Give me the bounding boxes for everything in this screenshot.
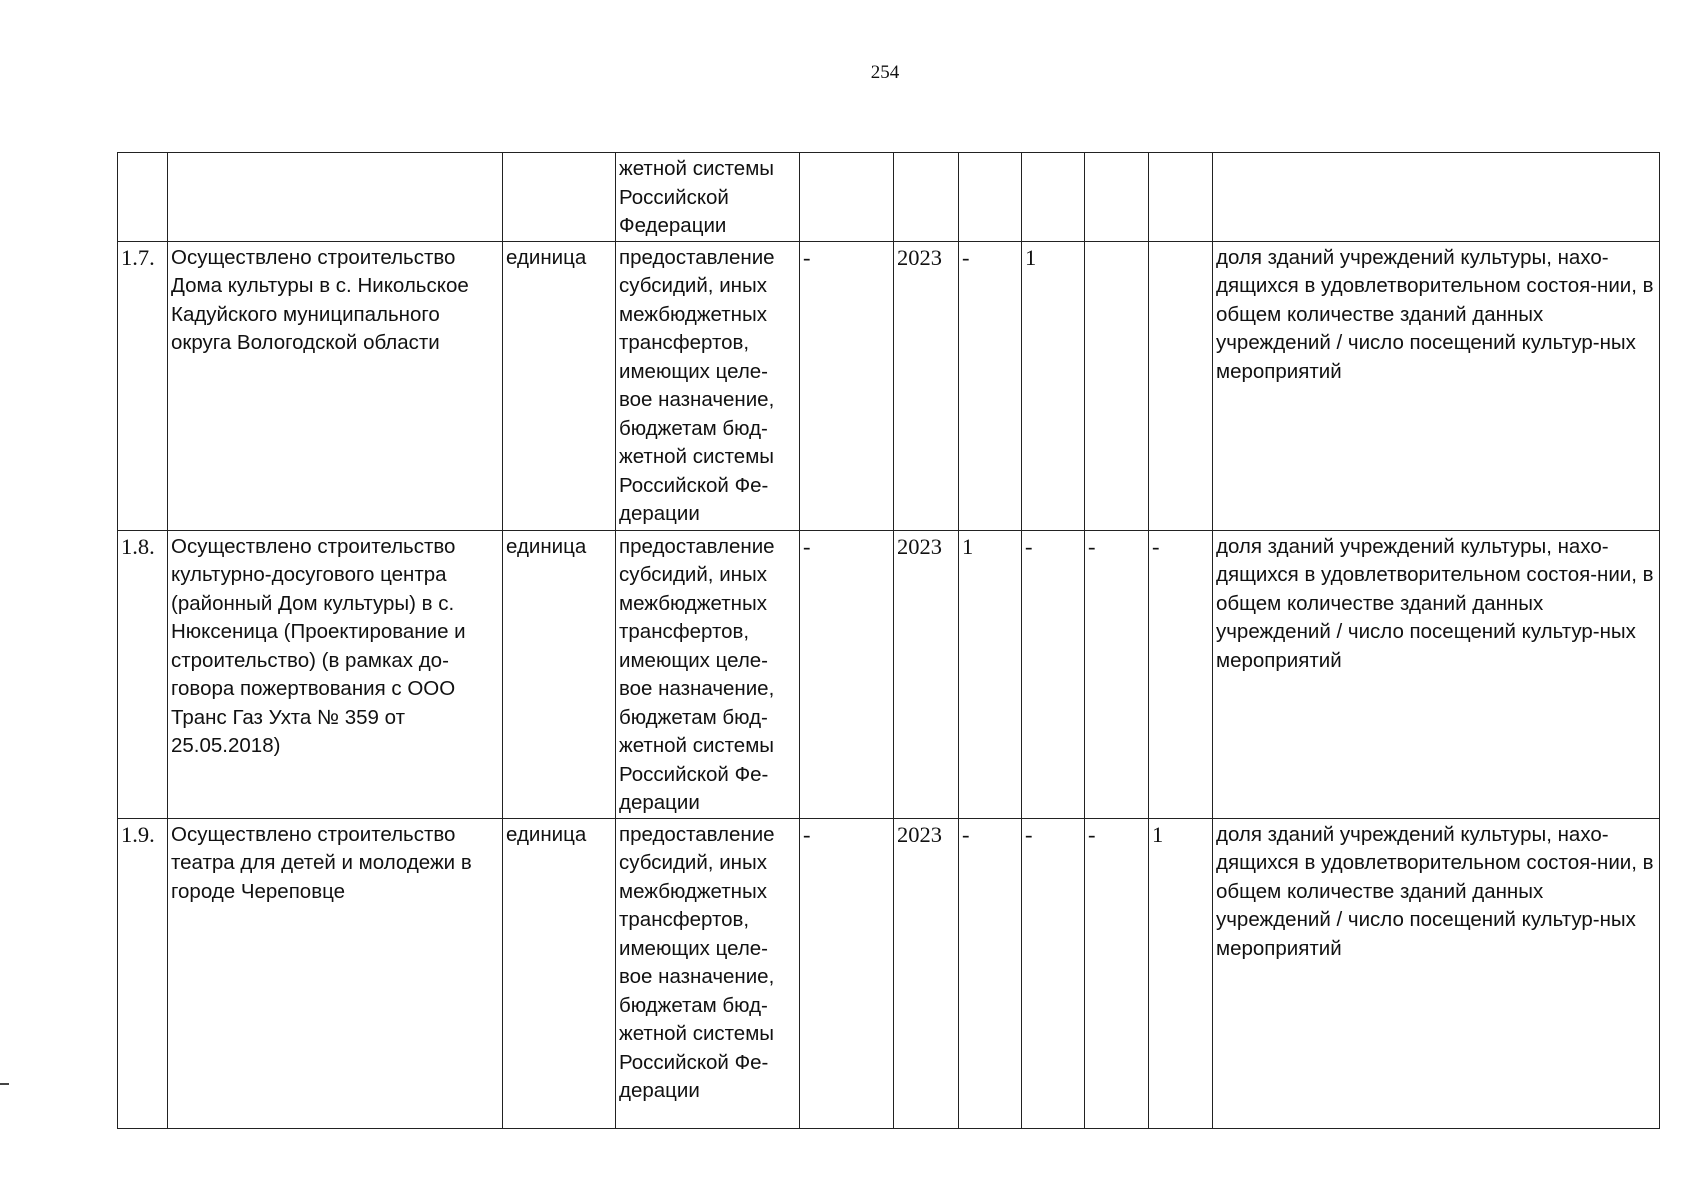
cell-unit (503, 153, 616, 242)
cell-base-value (800, 153, 894, 242)
results-table (117, 152, 1660, 1129)
page-number: 254 (870, 62, 900, 83)
table-row (118, 241, 1660, 530)
cell-year (894, 153, 959, 242)
cell-value-1: 1 (959, 530, 1022, 818)
cell-indicator: доля зданий учреждений культуры, нахо-дящихся в удовлетворительном состоя-нии, в общем количестве зданий данных учреждений / число посещений культур-ных мероприятий (1213, 241, 1660, 530)
cell-value-1 (959, 153, 1022, 242)
cell-result-name (168, 153, 503, 242)
cell-year: 2023 (894, 530, 959, 818)
cell-base-value: - (800, 241, 894, 530)
cell-indicator: доля зданий учреждений культуры, нахо-дящихся в удовлетворительном состоя-нии, в общем количестве зданий данных учреждений / число посещений культур-ных мероприятий (1213, 530, 1660, 818)
cell-mechanism: предоставление субсидий, иных межбюджетных трансфертов, имеющих целе-вое назначение, бюджетам бюд-жетной системы Российской Фе-дерации (616, 241, 800, 530)
cell-mechanism: предоставление субсидий, иных межбюджетных трансфертов, имеющих целе-вое назначение, бюджетам бюд-жетной системы Российской Фе-дерации (616, 530, 800, 818)
cell-value-4 (1149, 241, 1213, 530)
cell-unit: единица (503, 241, 616, 530)
cell-value-3: - (1085, 818, 1149, 1128)
cell-indicator (1213, 153, 1660, 242)
cell-number: 1.8. (118, 530, 168, 818)
cell-base-value: - (800, 530, 894, 818)
cell-value-2 (1022, 153, 1085, 242)
cell-mechanism: жетной системы Российской Федерации (616, 153, 800, 242)
cell-result-name: Осуществлено строительство культурно-досугового центра (районный Дом культуры) в с. Нюксеница (Проектирование и строительство) (в рамках до-говора пожертвования с ООО Транс Газ Ухта № 359 от 25.05.2018) (168, 530, 503, 818)
cell-year: 2023 (894, 241, 959, 530)
cell-number (118, 153, 168, 242)
cell-value-1: - (959, 818, 1022, 1128)
cell-value-2: 1 (1022, 241, 1085, 530)
cell-value-2: - (1022, 530, 1085, 818)
cell-unit: единица (503, 818, 616, 1128)
table-row-continuation (118, 153, 1660, 242)
scan-margin-mark (0, 1083, 9, 1085)
cell-result-name: Осуществлено строительство театра для детей и молодежи в городе Череповце (168, 818, 503, 1128)
table-row (118, 818, 1660, 1128)
cell-indicator: доля зданий учреждений культуры, нахо-дящихся в удовлетворительном состоя-нии, в общем количестве зданий данных учреждений / число посещений культур-ных мероприятий (1213, 818, 1660, 1128)
cell-value-1: - (959, 241, 1022, 530)
table-row (118, 530, 1660, 818)
cell-year: 2023 (894, 818, 959, 1128)
cell-result-name: Осуществлено строительство Дома культуры в с. Никольское Кадуйского муниципального округа Вологодской области (168, 241, 503, 530)
cell-value-3 (1085, 153, 1149, 242)
cell-base-value: - (800, 818, 894, 1128)
cell-number: 1.7. (118, 241, 168, 530)
cell-value-4: 1 (1149, 818, 1213, 1128)
cell-number: 1.9. (118, 818, 168, 1128)
cell-value-4 (1149, 153, 1213, 242)
cell-value-4: - (1149, 530, 1213, 818)
cell-mechanism: предоставление субсидий, иных межбюджетных трансфертов, имеющих целе-вое назначение, бюджетам бюд-жетной системы Российской Фе-дерации (616, 818, 800, 1128)
cell-value-3: - (1085, 530, 1149, 818)
cell-unit: единица (503, 530, 616, 818)
cell-value-3 (1085, 241, 1149, 530)
cell-value-2: - (1022, 818, 1085, 1128)
